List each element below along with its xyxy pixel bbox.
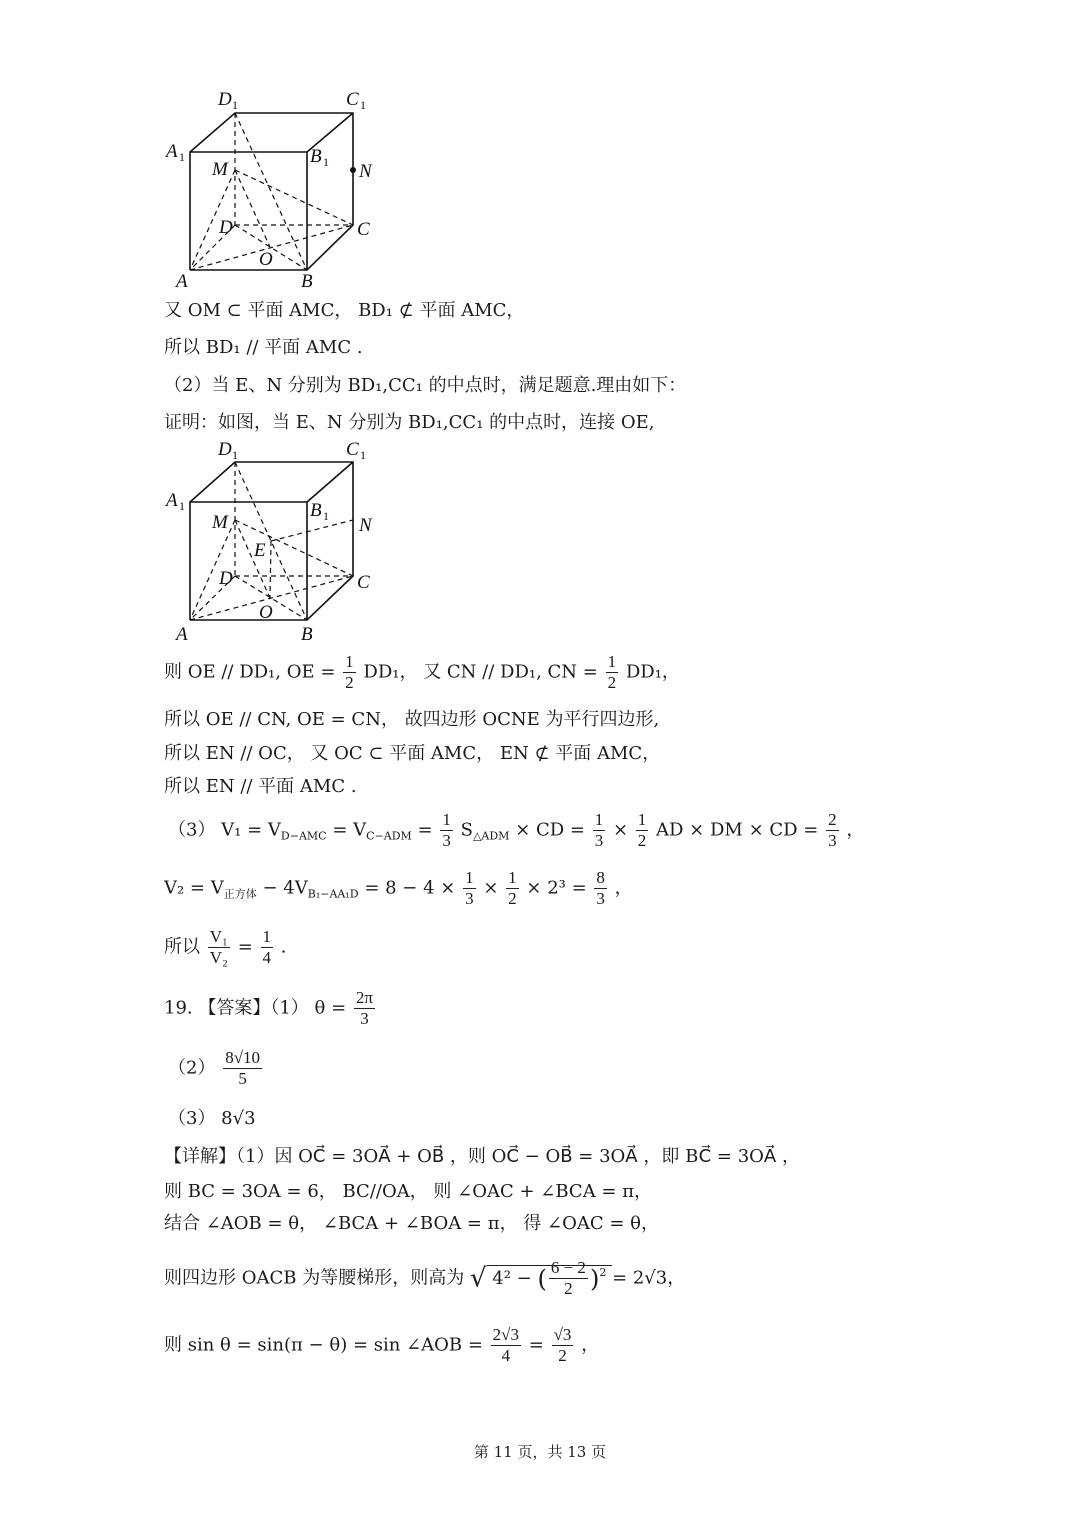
text-line-12: 19. 【答案】（1） θ = $\frac{2\pi}{3}$ (164, 988, 373, 1028)
text-line-4: 证明：如图，当 E、N 分别为 BD₁,CC₁ 的中点时，连接 OE, (164, 412, 655, 433)
svg-text:1: 1 (179, 150, 185, 164)
cube-diagram-2 (160, 440, 390, 650)
text-line-19: 则 sin θ = sin(π − θ) = sin ∠AOB = $\frac{2√3}{4}$ = $\frac{√3}{2}$ ， (164, 1325, 600, 1365)
cube-figure-2 (160, 440, 390, 650)
svg-text:1: 1 (232, 98, 238, 112)
label2-C1: C (346, 439, 359, 460)
text-line-10: $V_2 = V_{正方体} - 4V_{B_1-AA_1D} = 8 - 4$ × $\frac{1}{3}$ × $\frac{1}{2}$ × 2³ = $\frac{8}{3}$ ， (164, 868, 633, 908)
frac-half-1: $\frac{1}{2}$ (345, 652, 354, 692)
label-B1: B (310, 146, 322, 167)
text-line-15: 【详解】（1）因 OC⃗ = 3OA⃗ + OB⃗ ，则 OC⃗ − OB⃗ = 3OA⃗ ，即 BC⃗ = 3OA⃗ ， (164, 1146, 800, 1167)
label2-A1: A (166, 490, 178, 511)
label-N: N (359, 161, 372, 182)
label-B: B (301, 271, 313, 292)
text-line-8: 所以 EN // 平面 AMC . (164, 776, 357, 797)
label2-C: C (357, 572, 370, 593)
label-C: C (357, 219, 370, 240)
text-line-9: （3） $V_1 = V_{D-AMC} = V_{C-ADM}$ = $\frac{1}{3}$ $S_{\triangle ADM}$ × CD = $\frac{1}{3}$ × $\frac{1}{2}$ AD × DM × CD = $\frac{2}{3}$ ， (168, 810, 865, 850)
svg-text:1: 1 (360, 98, 366, 112)
svg-text:1: 1 (323, 155, 329, 169)
label2-D: D (219, 568, 233, 589)
frac-half-2: $\frac{1}{2}$ (607, 652, 617, 692)
label2-N: N (359, 515, 372, 536)
svg-text:1: 1 (179, 499, 185, 513)
label-M: M (212, 159, 228, 180)
text-line-1: 又 OM ⊂ 平面 AMC， BD₁ ⊄ 平面 AMC， (164, 300, 525, 321)
svg-text:1: 1 (360, 448, 366, 462)
text-line-11: 所以 $\frac{\text{V₁}}{\text{V₂}}$ = $\frac{1}{4}$ . (164, 927, 287, 967)
cube-diagram-1 (160, 85, 390, 295)
svg-text:1: 1 (323, 509, 329, 523)
label-D1: D (218, 89, 232, 110)
text-line-5: 则 OE // DD₁, OE = $\frac{1}{2}$ DD₁， 又 CN // DD₁, CN = $\frac{1}{2}$ DD₁， (164, 652, 680, 692)
text-line-3: （2）当 E、N 分别为 BD₁,CC₁ 的中点时，满足题意.理由如下： (164, 375, 687, 396)
text-line-7: 所以 EN // OC， 又 OC ⊂ 平面 AMC， EN ⊄ 平面 AMC， (164, 743, 661, 764)
label-C1: C (346, 89, 359, 110)
text-line-13: （2） $\frac{8√10}{5}$ (168, 1048, 261, 1088)
text-line-18: 则四边形 OACB 为等腰梯形，则高为 √ 4² − ( $\frac{6 - 2}{2}$ )$^2$ = 2√3， (164, 1258, 686, 1298)
label2-B: B (301, 624, 313, 645)
text-line-6: 所以 OE // CN, OE = CN， 故四边形 OCNE 为平行四边形, (164, 709, 660, 730)
text-line-16: 则 BC = 3OA = 6， BC//OA， 则 ∠OAC + ∠BCA = π， (164, 1181, 653, 1202)
text-line-2: 所以 BD₁ // 平面 AMC . (164, 337, 363, 358)
label2-A: A (176, 624, 188, 645)
svg-text:1: 1 (232, 448, 238, 462)
label-A: A (176, 271, 188, 292)
cube-figure-1 (160, 85, 390, 295)
label2-M: M (212, 512, 228, 533)
label2-E: E (254, 540, 266, 561)
text-line-17: 结合 ∠AOB = θ， ∠BCA + ∠BOA = π， 得 ∠OAC = θ， (164, 1213, 659, 1234)
text-line-14: （3） 8√3 (168, 1108, 256, 1129)
label-D: D (219, 217, 233, 238)
label2-D1: D (218, 439, 232, 460)
label2-B1: B (310, 500, 322, 521)
label2-O: O (259, 602, 273, 623)
label-A1: A (166, 141, 178, 162)
page-footer: 第 11 页，共 13 页 (473, 1443, 607, 1461)
label-O: O (259, 249, 273, 270)
